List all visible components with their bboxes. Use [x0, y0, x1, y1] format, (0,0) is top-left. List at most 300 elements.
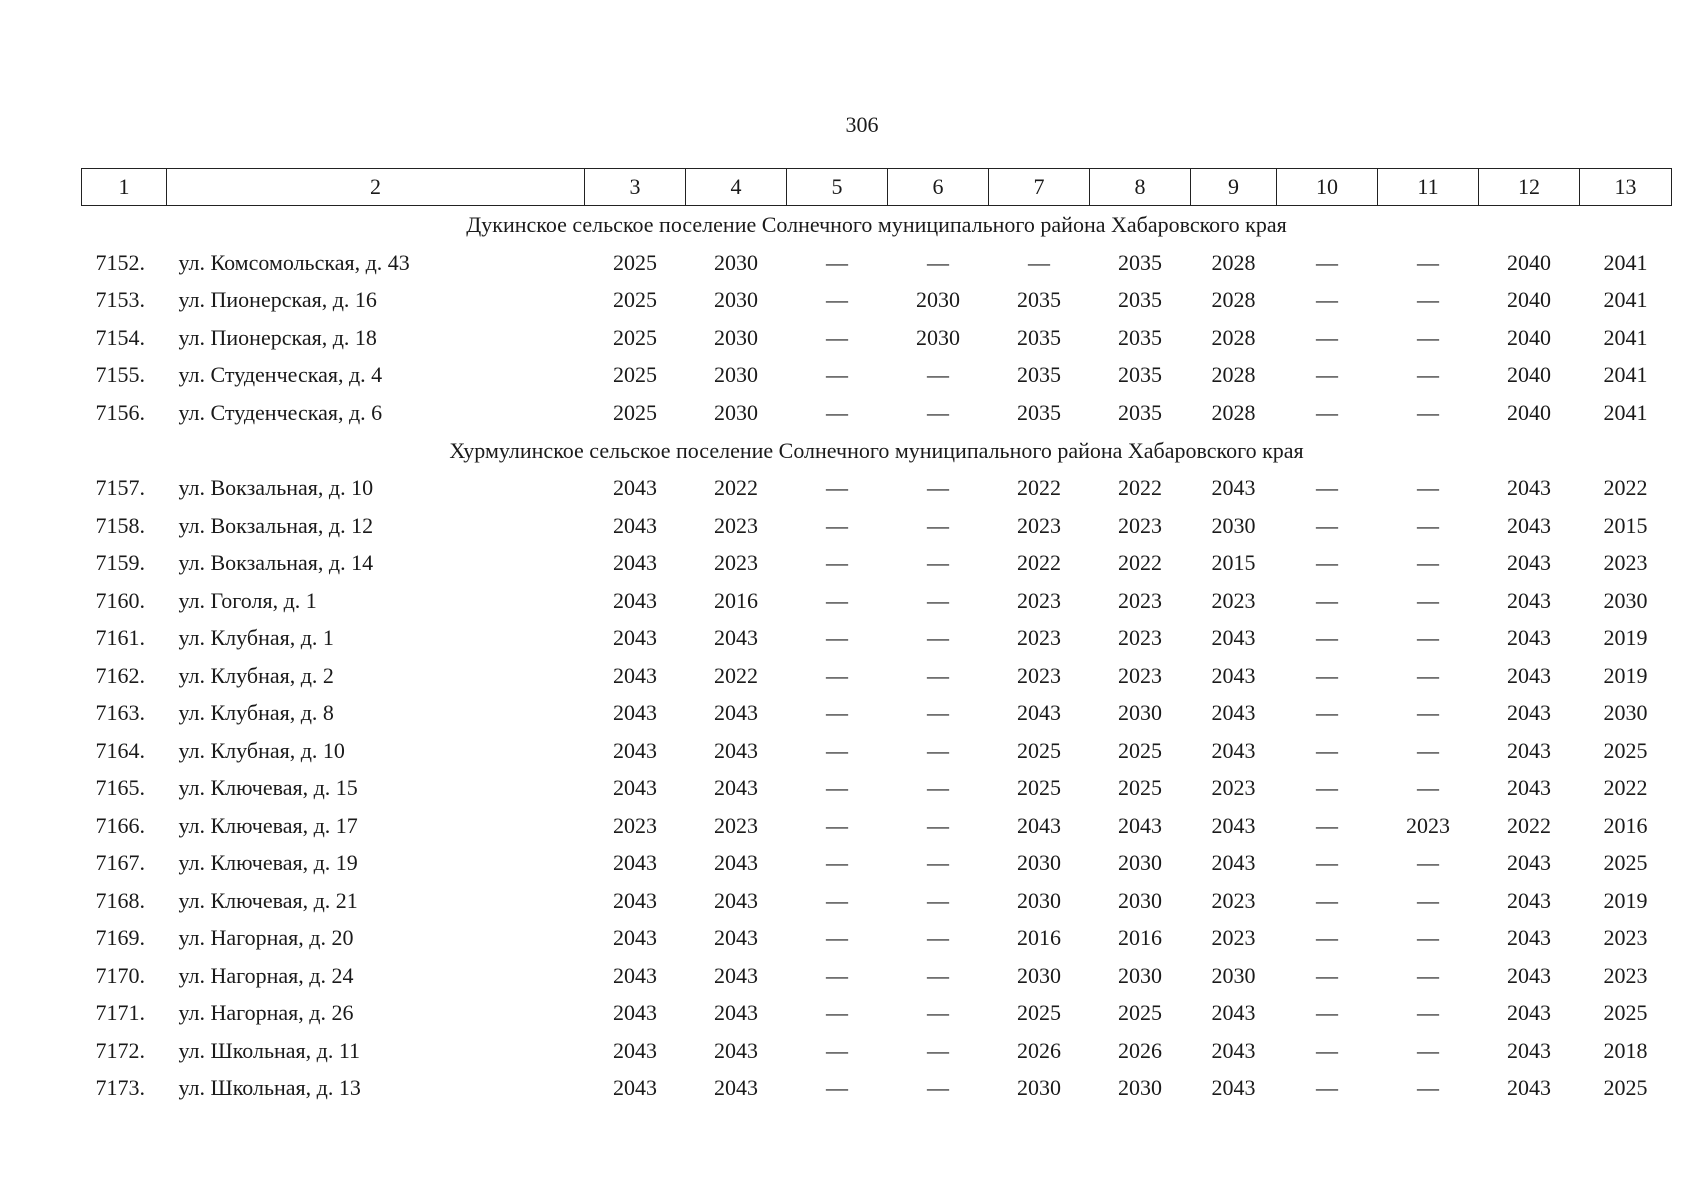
cell-col-7: 2030 [1017, 962, 1061, 988]
cell-col-8: 2025 [1118, 737, 1162, 763]
cell-col-13: 2019 [1603, 625, 1648, 651]
cell-col-10: — [1316, 362, 1338, 388]
cell-col-4: 2022 [714, 662, 758, 688]
cell-col-7: 2022 [1017, 475, 1061, 501]
row-address: ул. Вокзальная, д. 14 [178, 550, 374, 576]
table-row [82, 957, 1672, 995]
cell-col-6: — [927, 399, 949, 425]
cell-col-10: — [1316, 475, 1338, 501]
cell-col-3: 2043 [613, 662, 657, 688]
cell-col-12: 2043 [1507, 850, 1551, 876]
cell-col-6: — [927, 962, 949, 988]
column-header-row [82, 169, 1672, 206]
cell-col-8: 2023 [1118, 662, 1162, 688]
cell-col-3: 2043 [613, 1075, 657, 1101]
table-row [82, 995, 1672, 1033]
cell-col-3: 2025 [613, 249, 657, 275]
cell-col-5: — [826, 662, 848, 688]
cell-col-12: 2040 [1507, 362, 1551, 388]
table-row [82, 1070, 1672, 1108]
row-number: 7152. [95, 249, 145, 275]
row-address: ул. Клубная, д. 10 [178, 737, 345, 763]
cell-col-9: 2023 [1211, 775, 1256, 801]
cell-col-12: 2043 [1507, 700, 1551, 726]
row-address: ул. Пионерская, д. 18 [178, 324, 377, 350]
cell-col-11: — [1417, 850, 1439, 876]
cell-col-7: 2023 [1017, 662, 1061, 688]
cell-col-6: — [927, 887, 949, 913]
row-number: 7155. [95, 362, 145, 388]
cell-col-10: — [1316, 249, 1338, 275]
table-row [82, 657, 1672, 695]
cell-col-12: 2043 [1507, 737, 1551, 763]
cell-col-12: 2043 [1507, 475, 1551, 501]
cell-col-12: 2043 [1507, 662, 1551, 688]
cell-col-7: 2035 [1017, 362, 1061, 388]
table-row [82, 920, 1672, 958]
cell-col-9: 2023 [1211, 587, 1256, 613]
cell-col-7: 2025 [1017, 775, 1061, 801]
column-header-3: 3 [585, 169, 686, 206]
cell-col-3: 2043 [613, 1037, 657, 1063]
cell-col-13: 2041 [1603, 324, 1648, 350]
cell-col-10: — [1316, 550, 1338, 576]
cell-col-6: — [927, 362, 949, 388]
cell-col-13: 2023 [1603, 962, 1648, 988]
table-row [82, 882, 1672, 920]
cell-col-4: 2043 [714, 737, 758, 763]
row-number: 7163. [95, 700, 145, 726]
cell-col-6: 2030 [916, 287, 960, 313]
cell-col-10: — [1316, 737, 1338, 763]
housing-table [81, 168, 1672, 1107]
cell-col-11: — [1417, 1037, 1439, 1063]
cell-col-8: 2035 [1118, 287, 1162, 313]
cell-col-8: 2030 [1118, 850, 1162, 876]
cell-col-13: 2022 [1603, 775, 1648, 801]
cell-col-9: 2043 [1211, 662, 1256, 688]
cell-col-7: 2026 [1017, 1037, 1061, 1063]
cell-col-4: 2016 [714, 587, 758, 613]
row-address: ул. Клубная, д. 1 [178, 625, 334, 651]
cell-col-7: 2035 [1017, 399, 1061, 425]
cell-col-9: 2043 [1211, 812, 1256, 838]
cell-col-10: — [1316, 775, 1338, 801]
cell-col-5: — [826, 887, 848, 913]
cell-col-10: — [1316, 925, 1338, 951]
cell-col-6: — [927, 737, 949, 763]
cell-col-12: 2040 [1507, 249, 1551, 275]
cell-col-11: — [1417, 249, 1439, 275]
row-address: ул. Вокзальная, д. 10 [178, 475, 374, 501]
cell-col-11: — [1417, 700, 1439, 726]
cell-col-7: 2030 [1017, 887, 1061, 913]
cell-col-9: 2028 [1211, 362, 1256, 388]
cell-col-8: 2043 [1118, 812, 1162, 838]
cell-col-9: 2028 [1211, 287, 1256, 313]
cell-col-7: 2030 [1017, 850, 1061, 876]
row-number: 7159. [95, 550, 145, 576]
cell-col-8: 2023 [1118, 587, 1162, 613]
cell-col-7: 2025 [1017, 1000, 1061, 1026]
column-header-4: 4 [686, 169, 787, 206]
cell-col-6: — [927, 1037, 949, 1063]
row-address: ул. Комсомольская, д. 43 [178, 249, 410, 275]
cell-col-3: 2043 [613, 737, 657, 763]
row-number: 7167. [95, 850, 145, 876]
cell-col-3: 2025 [613, 399, 657, 425]
row-number: 7171. [95, 1000, 145, 1026]
cell-col-10: — [1316, 512, 1338, 538]
table-row [82, 394, 1672, 432]
column-header-13: 13 [1580, 169, 1672, 206]
cell-col-11: — [1417, 362, 1439, 388]
table-row [82, 357, 1672, 395]
section-header-row [82, 432, 1672, 470]
cell-col-5: — [826, 287, 848, 313]
cell-col-7: — [1028, 249, 1050, 275]
cell-col-12: 2040 [1507, 287, 1551, 313]
cell-col-13: 2018 [1603, 1037, 1648, 1063]
cell-col-11: 2023 [1406, 812, 1450, 838]
cell-col-13: 2023 [1603, 925, 1648, 951]
cell-col-5: — [826, 249, 848, 275]
cell-col-12: 2022 [1507, 812, 1551, 838]
section-header-row [82, 206, 1672, 245]
cell-col-3: 2043 [613, 925, 657, 951]
cell-col-3: 2043 [613, 887, 657, 913]
cell-col-5: — [826, 962, 848, 988]
row-address: ул. Нагорная, д. 26 [178, 1000, 354, 1026]
cell-col-3: 2043 [613, 700, 657, 726]
cell-col-11: — [1417, 887, 1439, 913]
cell-col-11: — [1417, 399, 1439, 425]
cell-col-10: — [1316, 587, 1338, 613]
cell-col-3: 2025 [613, 362, 657, 388]
cell-col-13: 2025 [1603, 1075, 1648, 1101]
cell-col-8: 2025 [1118, 775, 1162, 801]
cell-col-13: 2025 [1603, 850, 1648, 876]
cell-col-12: 2043 [1507, 887, 1551, 913]
cell-col-12: 2043 [1507, 1000, 1551, 1026]
cell-col-7: 2023 [1017, 625, 1061, 651]
table-row [82, 695, 1672, 733]
cell-col-12: 2040 [1507, 399, 1551, 425]
cell-col-11: — [1417, 737, 1439, 763]
cell-col-3: 2043 [613, 550, 657, 576]
cell-col-4: 2043 [714, 925, 758, 951]
cell-col-6: — [927, 1000, 949, 1026]
row-number: 7164. [95, 737, 145, 763]
cell-col-7: 2043 [1017, 700, 1061, 726]
cell-col-11: — [1417, 1000, 1439, 1026]
cell-col-5: — [826, 1037, 848, 1063]
cell-col-4: 2030 [714, 287, 758, 313]
cell-col-9: 2043 [1211, 850, 1256, 876]
cell-col-8: 2030 [1118, 887, 1162, 913]
row-address: ул. Нагорная, д. 20 [178, 925, 354, 951]
row-number: 7173. [95, 1075, 145, 1101]
column-header-8: 8 [1090, 169, 1191, 206]
column-header-6: 6 [888, 169, 989, 206]
cell-col-9: 2043 [1211, 1037, 1256, 1063]
cell-col-7: 2035 [1017, 287, 1061, 313]
cell-col-11: — [1417, 962, 1439, 988]
cell-col-13: 2041 [1603, 362, 1648, 388]
cell-col-11: — [1417, 324, 1439, 350]
cell-col-10: — [1316, 287, 1338, 313]
cell-col-10: — [1316, 812, 1338, 838]
table-row [82, 845, 1672, 883]
section-title: Дукинское сельское поселение Солнечного муниципального района Хабаровского края [466, 212, 1287, 237]
cell-col-12: 2043 [1507, 587, 1551, 613]
table-row [82, 244, 1672, 282]
row-address: ул. Ключевая, д. 21 [178, 887, 358, 913]
cell-col-9: 2043 [1211, 475, 1256, 501]
cell-col-5: — [826, 362, 848, 388]
cell-col-5: — [826, 700, 848, 726]
cell-col-4: 2022 [714, 475, 758, 501]
cell-col-9: 2023 [1211, 925, 1256, 951]
cell-col-4: 2043 [714, 775, 758, 801]
cell-col-11: — [1417, 512, 1439, 538]
row-address: ул. Ключевая, д. 15 [178, 775, 358, 801]
cell-col-10: — [1316, 625, 1338, 651]
cell-col-11: — [1417, 587, 1439, 613]
cell-col-8: 2030 [1118, 962, 1162, 988]
table-body [82, 206, 1672, 1108]
row-address: ул. Вокзальная, д. 12 [178, 512, 374, 538]
cell-col-7: 2022 [1017, 550, 1061, 576]
cell-col-8: 2022 [1118, 475, 1162, 501]
column-header-11: 11 [1378, 169, 1479, 206]
cell-col-8: 2016 [1118, 925, 1162, 951]
cell-col-10: — [1316, 1037, 1338, 1063]
row-address: ул. Студенческая, д. 6 [178, 399, 383, 425]
cell-col-6: — [927, 249, 949, 275]
row-number: 7158. [95, 512, 145, 538]
cell-col-12: 2043 [1507, 550, 1551, 576]
table-row [82, 319, 1672, 357]
cell-col-9: 2030 [1211, 962, 1256, 988]
cell-col-9: 2043 [1211, 1075, 1256, 1101]
cell-col-6: — [927, 475, 949, 501]
cell-col-11: — [1417, 662, 1439, 688]
cell-col-13: 2030 [1603, 587, 1648, 613]
cell-col-12: 2043 [1507, 925, 1551, 951]
cell-col-13: 2030 [1603, 700, 1648, 726]
cell-col-13: 2019 [1603, 662, 1648, 688]
cell-col-10: — [1316, 324, 1338, 350]
cell-col-10: — [1316, 1000, 1338, 1026]
cell-col-13: 2041 [1603, 399, 1648, 425]
cell-col-6: — [927, 850, 949, 876]
cell-col-9: 2043 [1211, 625, 1256, 651]
column-header-5: 5 [787, 169, 888, 206]
row-number: 7160. [95, 587, 145, 613]
cell-col-11: — [1417, 625, 1439, 651]
cell-col-5: — [826, 475, 848, 501]
cell-col-7: 2016 [1017, 925, 1061, 951]
cell-col-9: 2030 [1211, 512, 1256, 538]
cell-col-4: 2023 [714, 550, 758, 576]
column-header-1: 1 [82, 169, 167, 206]
cell-col-4: 2023 [714, 812, 758, 838]
cell-col-3: 2043 [613, 587, 657, 613]
cell-col-7: 2023 [1017, 587, 1061, 613]
cell-col-8: 2035 [1118, 249, 1162, 275]
cell-col-7: 2043 [1017, 812, 1061, 838]
row-address: ул. Ключевая, д. 17 [178, 812, 358, 838]
cell-col-3: 2043 [613, 775, 657, 801]
cell-col-11: — [1417, 550, 1439, 576]
cell-col-13: 2025 [1603, 1000, 1648, 1026]
cell-col-8: 2022 [1118, 550, 1162, 576]
row-address: ул. Студенческая, д. 4 [178, 362, 383, 388]
cell-col-13: 2041 [1603, 287, 1648, 313]
cell-col-10: — [1316, 662, 1338, 688]
cell-col-13: 2023 [1603, 550, 1648, 576]
cell-col-12: 2040 [1507, 324, 1551, 350]
row-address: ул. Клубная, д. 2 [178, 662, 334, 688]
cell-col-4: 2030 [714, 362, 758, 388]
cell-col-8: 2025 [1118, 1000, 1162, 1026]
cell-col-9: 2028 [1211, 399, 1256, 425]
cell-col-6: 2030 [916, 324, 960, 350]
cell-col-5: — [826, 850, 848, 876]
column-header-2: 2 [167, 169, 585, 206]
cell-col-10: — [1316, 1075, 1338, 1101]
cell-col-12: 2043 [1507, 625, 1551, 651]
cell-col-8: 2023 [1118, 625, 1162, 651]
table-row [82, 620, 1672, 658]
table-row [82, 470, 1672, 508]
cell-col-3: 2023 [613, 812, 657, 838]
row-number: 7172. [95, 1037, 145, 1063]
cell-col-8: 2035 [1118, 362, 1162, 388]
row-number: 7157. [95, 475, 145, 501]
column-header-9: 9 [1191, 169, 1277, 206]
cell-col-5: — [826, 625, 848, 651]
cell-col-3: 2043 [613, 475, 657, 501]
cell-col-4: 2043 [714, 1000, 758, 1026]
cell-col-5: — [826, 812, 848, 838]
cell-col-10: — [1316, 962, 1338, 988]
table-row [82, 732, 1672, 770]
cell-col-4: 2043 [714, 1075, 758, 1101]
row-number: 7168. [95, 887, 145, 913]
cell-col-8: 2023 [1118, 512, 1162, 538]
cell-col-10: — [1316, 700, 1338, 726]
cell-col-13: 2025 [1603, 737, 1648, 763]
table-row [82, 282, 1672, 320]
cell-col-4: 2030 [714, 399, 758, 425]
cell-col-4: 2043 [714, 850, 758, 876]
column-header-12: 12 [1479, 169, 1580, 206]
cell-col-6: — [927, 700, 949, 726]
cell-col-9: 2028 [1211, 249, 1256, 275]
page-number: 306 [845, 112, 879, 137]
cell-col-6: — [927, 587, 949, 613]
cell-col-9: 2015 [1211, 550, 1256, 576]
cell-col-3: 2043 [613, 1000, 657, 1026]
cell-col-8: 2026 [1118, 1037, 1162, 1063]
cell-col-5: — [826, 925, 848, 951]
cell-col-6: — [927, 775, 949, 801]
cell-col-13: 2015 [1603, 512, 1648, 538]
row-number: 7165. [95, 775, 145, 801]
row-address: ул. Гоголя, д. 1 [178, 587, 317, 613]
row-address: ул. Ключевая, д. 19 [178, 850, 358, 876]
cell-col-3: 2043 [613, 625, 657, 651]
cell-col-4: 2043 [714, 700, 758, 726]
cell-col-4: 2043 [714, 887, 758, 913]
cell-col-5: — [826, 512, 848, 538]
cell-col-7: 2035 [1017, 324, 1061, 350]
cell-col-11: — [1417, 775, 1439, 801]
cell-col-8: 2030 [1118, 700, 1162, 726]
cell-col-5: — [826, 775, 848, 801]
cell-col-5: — [826, 324, 848, 350]
cell-col-4: 2043 [714, 962, 758, 988]
cell-col-4: 2043 [714, 625, 758, 651]
cell-col-3: 2043 [613, 962, 657, 988]
cell-col-6: — [927, 812, 949, 838]
row-address: ул. Нагорная, д. 24 [178, 962, 354, 988]
row-number: 7170. [95, 962, 145, 988]
row-number: 7153. [95, 287, 145, 313]
cell-col-8: 2035 [1118, 324, 1162, 350]
cell-col-4: 2030 [714, 324, 758, 350]
cell-col-5: — [826, 399, 848, 425]
cell-col-7: 2023 [1017, 512, 1061, 538]
cell-col-5: — [826, 550, 848, 576]
cell-col-7: 2025 [1017, 737, 1061, 763]
cell-col-12: 2043 [1507, 512, 1551, 538]
cell-col-11: — [1417, 925, 1439, 951]
table-row [82, 807, 1672, 845]
cell-col-10: — [1316, 399, 1338, 425]
cell-col-5: — [826, 587, 848, 613]
cell-col-6: — [927, 662, 949, 688]
cell-col-3: 2043 [613, 512, 657, 538]
row-number: 7166. [95, 812, 145, 838]
cell-col-9: 2043 [1211, 700, 1256, 726]
cell-col-7: 2030 [1017, 1075, 1061, 1101]
cell-col-13: 2022 [1603, 475, 1648, 501]
cell-col-6: — [927, 1075, 949, 1101]
column-header-10: 10 [1277, 169, 1378, 206]
cell-col-10: — [1316, 850, 1338, 876]
cell-col-5: — [826, 1000, 848, 1026]
cell-col-12: 2043 [1507, 1037, 1551, 1063]
row-number: 7162. [95, 662, 145, 688]
cell-col-13: 2019 [1603, 887, 1648, 913]
row-address: ул. Школьная, д. 13 [178, 1075, 361, 1101]
row-address: ул. Пионерская, д. 16 [178, 287, 377, 313]
cell-col-4: 2043 [714, 1037, 758, 1063]
table-row [82, 770, 1672, 808]
row-number: 7161. [95, 625, 145, 651]
cell-col-6: — [927, 625, 949, 651]
row-number: 7154. [95, 324, 145, 350]
section-title: Хурмулинское сельское поселение Солнечного муниципального района Хабаровского края [449, 437, 1304, 463]
cell-col-12: 2043 [1507, 775, 1551, 801]
cell-col-3: 2025 [613, 287, 657, 313]
cell-col-13: 2041 [1603, 249, 1648, 275]
table-row [82, 582, 1672, 620]
table-row [82, 545, 1672, 583]
